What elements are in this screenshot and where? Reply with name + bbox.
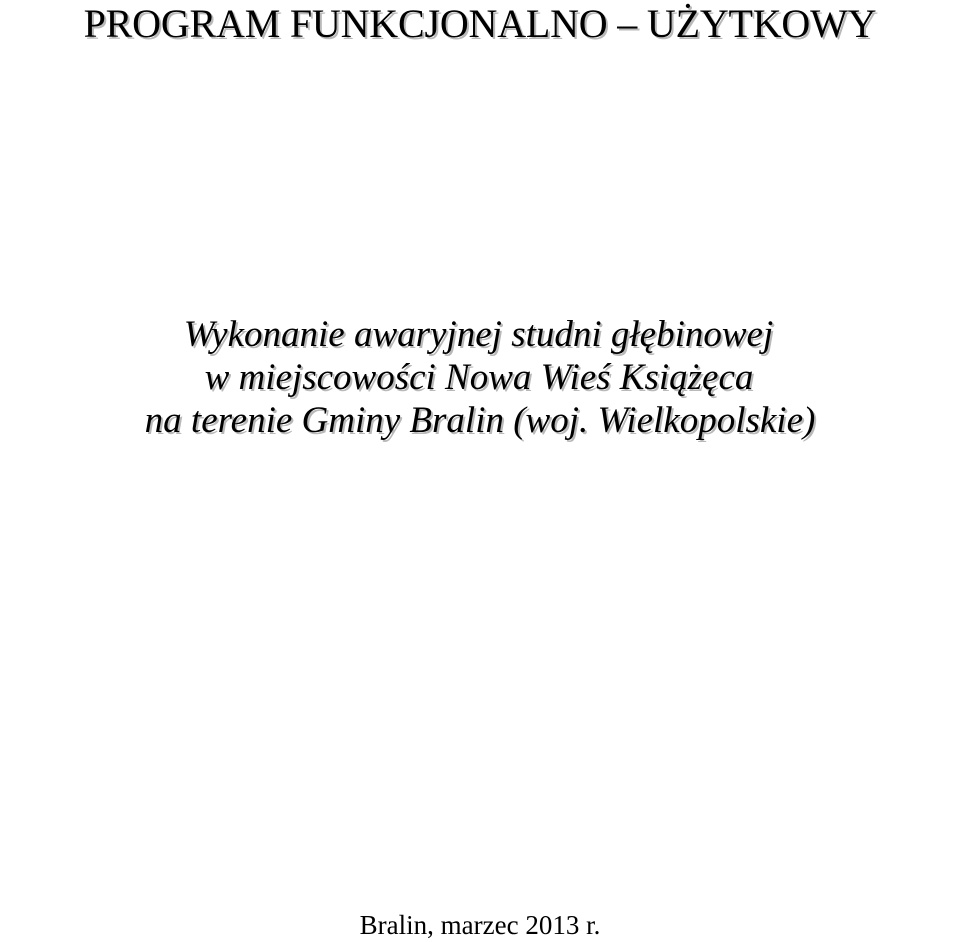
document-title: PROGRAM FUNKCJONALNO – UŻYTKOWY bbox=[83, 1, 877, 46]
subtitle-line-2: w miejscowości Nowa Wieś Książęca bbox=[204, 357, 754, 398]
place-and-date: Bralin, marzec 2013 r. bbox=[359, 910, 601, 940]
subtitle-line-1: Wykonanie awaryjnej studni głębinowej bbox=[183, 314, 774, 355]
subtitle-line-3: na terenie Gminy Bralin (woj. Wielkopolskie) bbox=[144, 400, 816, 441]
project-description bbox=[0, 313, 960, 442]
